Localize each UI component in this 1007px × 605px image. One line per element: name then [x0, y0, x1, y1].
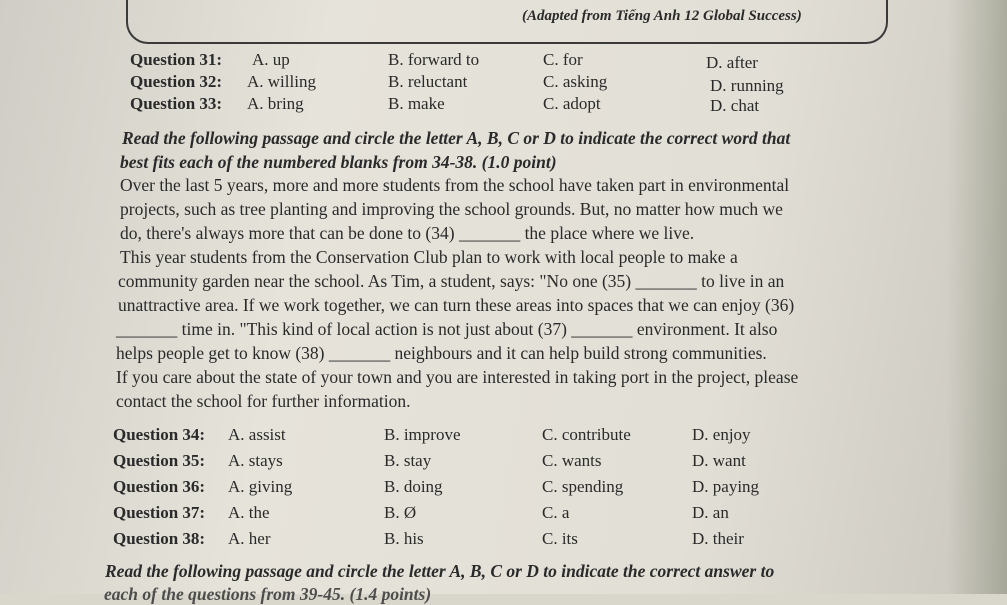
option-a: A. up: [252, 50, 290, 69]
passage-line: projects, such as tree planting and improving the school grounds. But, no matter how much we: [120, 199, 783, 219]
option-b: B. make: [388, 94, 445, 113]
option-c: C. its: [542, 529, 578, 548]
passage-line: Over the last 5 years, more and more students from the school have taken part in environmental: [120, 175, 790, 195]
question-label: Question 38:: [113, 529, 206, 548]
passage-line: helps people get to know (38) _______ neighbours and it can help build strong communities.: [116, 343, 767, 363]
option-b: B. doing: [384, 477, 443, 496]
option-c: C. asking: [543, 72, 608, 91]
passage-line: _______ time in. "This kind of local action is not just about (37) _______ environment. It also: [116, 319, 778, 339]
option-a: A. assist: [228, 425, 286, 444]
option-a: A. willing: [247, 72, 316, 91]
option-c: C. a: [542, 503, 570, 522]
option-d: D. their: [692, 529, 744, 548]
question-label: Question 33:: [130, 94, 223, 113]
option-b: B. improve: [384, 425, 461, 444]
page-edge-shadow: [947, 0, 1007, 594]
option-d: D. an: [692, 503, 729, 522]
passage-line: contact the school for further information.: [116, 391, 411, 411]
instruction-line: each of the questions from 39-45. (1.4 points): [104, 584, 432, 604]
question-label: Question 32:: [130, 72, 223, 91]
instruction-line: Read the following passage and circle the letter A, B, C or D to indicate the correct answer to: [105, 561, 775, 581]
passage-line: This year students from the Conservation Club plan to work with local people to make a: [120, 247, 738, 267]
option-d: D. enjoy: [692, 425, 751, 444]
option-b: B. reluctant: [388, 72, 468, 91]
passage-line: If you care about the state of your town and you are interested in taking port in the project, please: [116, 367, 799, 387]
option-c: C. adopt: [543, 94, 601, 113]
passage-line: community garden near the school. As Tim, a student, says: "No one (35) _______ to live in an: [118, 271, 785, 291]
option-d: D. want: [692, 451, 746, 470]
option-a: A. stays: [228, 451, 283, 470]
question-label: Question 31:: [130, 50, 223, 69]
option-c: C. spending: [542, 477, 624, 496]
question-label: Question 37:: [113, 503, 206, 522]
option-c: C. contribute: [542, 425, 631, 444]
option-c: C. for: [543, 50, 583, 69]
option-a: A. bring: [247, 94, 304, 113]
question-label: Question 35:: [113, 451, 206, 470]
option-a: A. her: [228, 529, 271, 548]
passage-line: unattractive area. If we work together, we can turn these areas into spaces that we can enjoy (36): [118, 295, 795, 315]
source-citation: (Adapted from Tiếng Anh 12 Global Success): [522, 8, 802, 24]
option-d: D. after: [706, 53, 758, 72]
option-b: B. stay: [384, 451, 432, 470]
option-c: C. wants: [542, 451, 602, 470]
option-b: B. his: [384, 529, 424, 548]
option-d: D. chat: [710, 96, 760, 115]
question-label: Question 36:: [113, 477, 206, 496]
option-a: A. the: [228, 503, 270, 522]
question-label: Question 34:: [113, 425, 206, 444]
option-a: A. giving: [228, 477, 293, 496]
option-d: D. paying: [692, 477, 760, 496]
option-b: B. Ø: [384, 503, 417, 522]
option-d: D. running: [710, 76, 784, 95]
instruction-line: Read the following passage and circle the letter A, B, C or D to indicate the correct word that: [122, 128, 791, 148]
option-b: B. forward to: [388, 50, 480, 69]
instruction-line: best fits each of the numbered blanks from 34-38. (1.0 point): [120, 152, 557, 172]
passage-line: do, there's always more that can be done to (34) _______ the place where we live.: [120, 223, 695, 243]
